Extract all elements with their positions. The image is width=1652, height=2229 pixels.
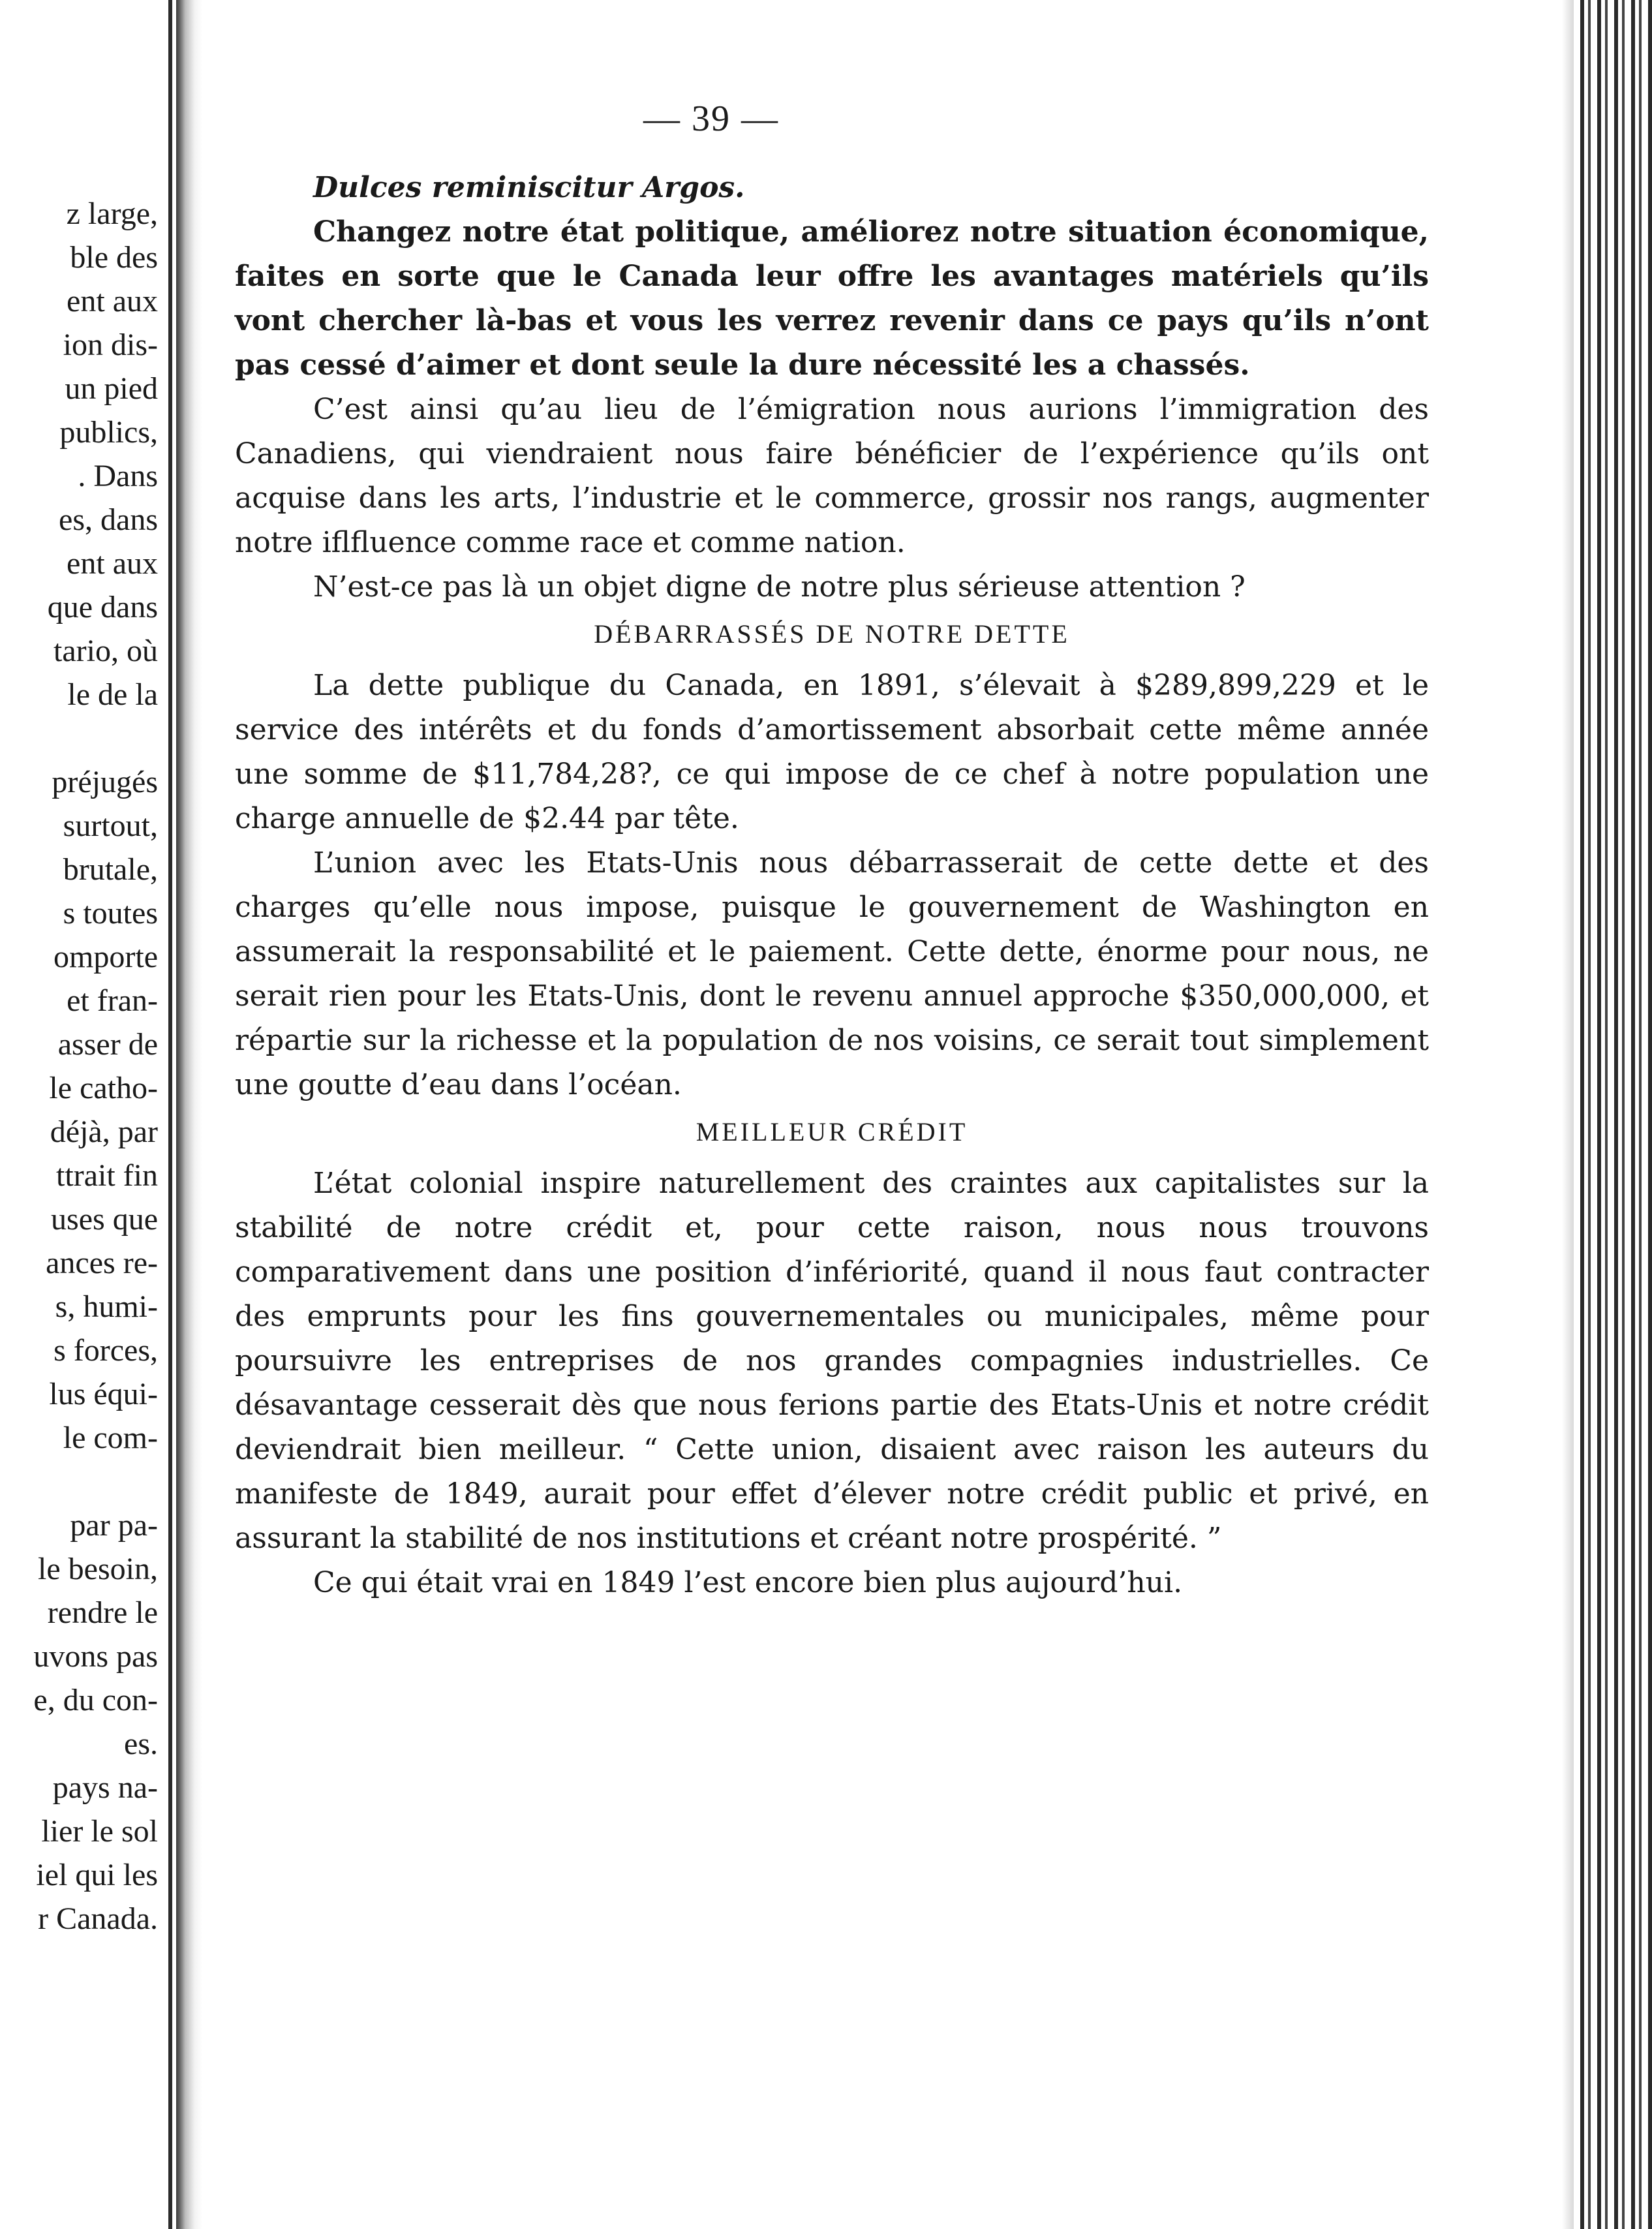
left-page-line: ion dis- — [63, 328, 158, 362]
left-page-line: ttrait fin — [56, 1158, 158, 1193]
left-page-line: ble des — [70, 240, 158, 275]
left-facing-page — [0, 0, 163, 2229]
left-page-line: ent aux — [67, 284, 158, 318]
book-page — [215, 98, 1435, 1605]
paragraph: Ce qui était vrai en 1849 l’est encore bien plus aujourd’hui. — [313, 1566, 1183, 1599]
left-page-line: le besoin, — [38, 1552, 158, 1586]
page-stack-edge — [1574, 0, 1652, 2229]
page-body — [235, 166, 1429, 1605]
paragraph: Changez notre état politique, améliorez notre situation économique, faites en sorte que le Canada leur offre les avantages matériels qu’ils vont chercher là-bas et vous les verrez revenir dans ce pays qu’ils n’ont pas cessé d’aimer et dont seule la dure nécessité les a chassés. — [235, 215, 1429, 382]
paragraph: La dette publique du Canada, en 1891, s’élevait à $289,899,229 et le service des intérêts et du fonds d’amortissement absorbait cette même année une somme de $11,784,28?, ce qui impose de ce chef à notre population une charge annuelle de $2.44 par tête. — [235, 669, 1429, 835]
left-page-line: surtout, — [63, 808, 158, 843]
left-page-line: ent aux — [67, 546, 158, 581]
left-page-line: le com- — [63, 1421, 158, 1455]
left-page-line: par pa- — [70, 1508, 158, 1543]
left-page-line: uses que — [51, 1202, 158, 1237]
page-number: — 39 — — [643, 99, 779, 139]
paragraph: N’est-ce pas là un objet digne de notre plus sérieuse attention ? — [313, 570, 1246, 604]
left-page-line: e, du con- — [33, 1683, 158, 1717]
left-page-line: es, dans — [59, 502, 158, 537]
left-page-line: . Dans — [78, 459, 158, 493]
section-heading: MEILLEUR CRÉDIT — [696, 1117, 968, 1146]
left-page-line: es. — [124, 1727, 158, 1761]
paragraph: L’union avec les Etats-Unis nous débarrasserait de cette dette et des charges qu’elle nous impose, puisque le gouvernement de Washington en assumerait la responsabilité et le paiement. Cette dette, énorme pour nous, ne serait rien pour les Etats-Unis, dont le revenu annuel approche $350,000,000, et répartie sur la richesse et la population de nos voisins, ce serait tout simplement une goutte d’eau dans l’océan. — [235, 846, 1429, 1101]
left-page-line: iel qui les — [36, 1858, 158, 1892]
left-page-line: r Canada. — [38, 1901, 158, 1936]
left-page-line: asser de — [57, 1027, 158, 1062]
left-page-line: un pied — [65, 371, 158, 406]
gutter-shadow-line — [168, 0, 172, 2229]
left-page-line: s, humi- — [55, 1289, 158, 1324]
left-page-line: et fran- — [67, 983, 158, 1018]
left-page-line: uvons pas — [33, 1639, 158, 1674]
left-page-line: rendre le — [47, 1595, 158, 1630]
paragraph: L’état colonial inspire naturellement des craintes aux capitalistes sur la stabilité de notre crédit et, pour cette raison, nous nous trouvons comparativement dans une position d’infériorité, quand il nous faut contracter des emprunts pour les fins gouvernementales ou municipales, même pour poursuivre les entreprises de nos grandes compagnies industrielles. Ce désavantage cesserait dès que nous ferions partie des Etats-Unis et notre crédit deviendrait bien meilleur. “ Cette union, disaient avec raison les auteurs du manifeste de 1849, aurait pour effet d’élever notre crédit public et privé, en assurant la stabilité de nos institutions et créant notre prospérité. ” — [235, 1167, 1429, 1555]
left-page-line: le catho- — [49, 1071, 158, 1105]
left-page-line: déjà, par — [50, 1114, 158, 1149]
left-page-line: s forces, — [54, 1333, 158, 1368]
left-page-line: tario, où — [54, 634, 158, 668]
left-page-line: lier le sol — [41, 1814, 158, 1849]
paragraph: C’est ainsi qu’au lieu de l’émigration nous aurions l’immigration des Canadiens, qui viendraient nous faire bénéficier de l’expérience qu’ils ont acquise dans les arts, l’industrie et le commerce, grossir nos rangs, augmenter notre iflfluence comme race et comme nation. — [235, 393, 1429, 559]
left-page-line: brutale, — [63, 852, 158, 887]
left-page-line: s toutes — [63, 896, 158, 930]
page-edge-shadow — [1562, 0, 1574, 2229]
left-page-line: pays na- — [52, 1770, 158, 1805]
book-gutter — [176, 0, 202, 2229]
epigraph: Dulces reminiscitur Argos. — [313, 171, 745, 204]
left-page-line: omporte — [54, 940, 158, 974]
left-page-line: ances re- — [46, 1246, 158, 1280]
section-heading: DÉBARRASSÉS DE NOTRE DETTE — [594, 619, 1070, 649]
left-page-line: que dans — [47, 590, 158, 624]
left-page-line: le de la — [67, 677, 158, 712]
left-page-line: préjugés — [52, 765, 158, 799]
left-page-line: z large, — [66, 196, 158, 231]
left-page-line: lus équi- — [49, 1377, 158, 1411]
left-page-line: publics, — [59, 415, 158, 450]
